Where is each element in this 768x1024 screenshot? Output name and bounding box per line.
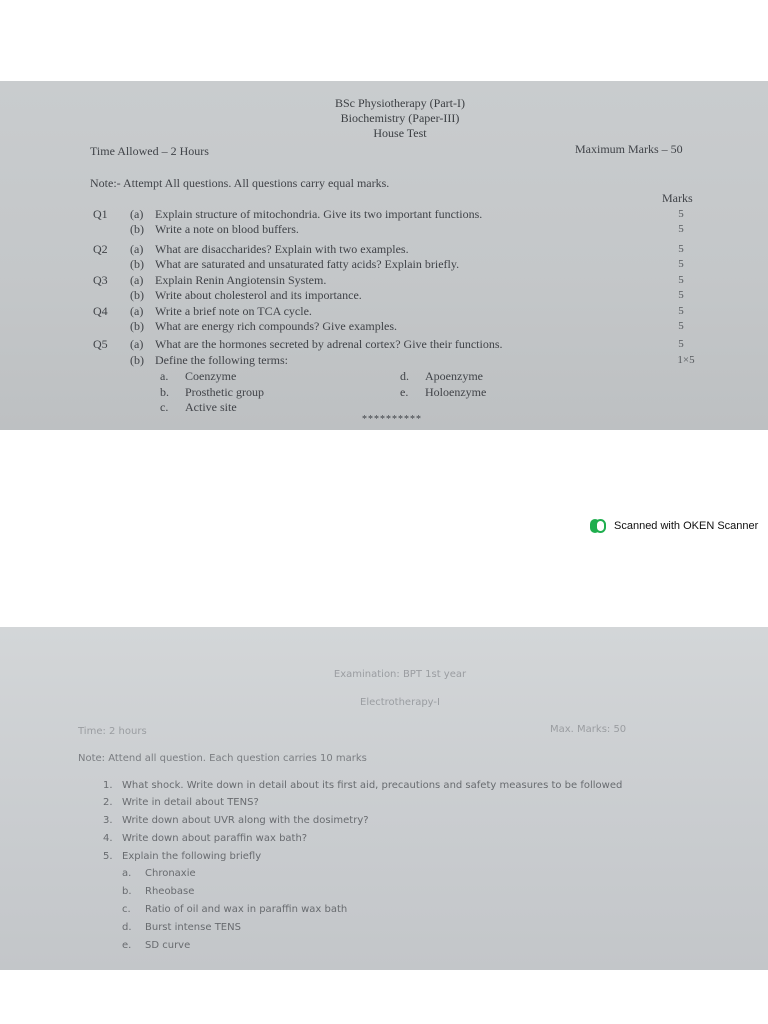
question-number: Q3: [93, 273, 108, 287]
question-marks: 5: [678, 243, 684, 255]
question-part: (b): [130, 288, 144, 302]
question-text: Write down about UVR along with the dosimetry?: [122, 815, 369, 826]
question-text: Define the following terms:: [155, 353, 288, 367]
question-text: Write a note on blood buffers.: [155, 222, 299, 236]
subitem-letter: e.: [122, 940, 132, 951]
question-part: (a): [130, 207, 144, 221]
header-line-3: House Test: [373, 126, 427, 140]
term-letter: e.: [400, 385, 409, 399]
header-line-1: BSc Physiotherapy (Part-I): [335, 96, 465, 110]
question-marks: 5: [678, 320, 684, 332]
question-part: (b): [130, 319, 144, 333]
scanned-page-biochemistry: [0, 81, 768, 430]
subitem-text: Chronaxie: [145, 868, 196, 879]
note: Note:- Attempt All questions. All questions carry equal marks.: [90, 176, 390, 190]
end-of-paper-mark: **********: [362, 414, 422, 425]
subitem-letter: d.: [122, 922, 132, 933]
question-number: 2.: [103, 797, 113, 808]
question-number: 3.: [103, 815, 113, 826]
question-marks: 5: [678, 289, 684, 301]
subitem-letter: a.: [122, 868, 132, 879]
question-number: 5.: [103, 851, 113, 862]
term-letter: a.: [160, 369, 169, 383]
question-part: (a): [130, 304, 144, 318]
term-letter: d.: [400, 369, 409, 383]
question-marks: 1×5: [677, 354, 695, 366]
maximum-marks: Maximum Marks – 50: [575, 142, 683, 156]
subitem-text: Rheobase: [145, 886, 195, 897]
exam-title: Examination: BPT 1st year: [333, 669, 467, 680]
question-text: Write down about paraffin wax bath?: [122, 833, 308, 844]
question-text: What are energy rich compounds? Give examples.: [155, 319, 398, 333]
question-number: Q5: [93, 337, 108, 351]
question-text: What shock. Write down in detail about its first aid, precautions and safety measures to be followed: [122, 780, 623, 791]
term-text: Prosthetic group: [185, 385, 264, 399]
question-marks: 5: [678, 223, 684, 235]
question-text: Explain structure of mitochondria. Give its two important functions.: [155, 207, 483, 221]
question-number: Q4: [93, 304, 108, 318]
term-letter: c.: [160, 400, 169, 414]
question-marks: 5: [678, 208, 684, 220]
question-part: (a): [130, 242, 144, 256]
question-number: Q1: [93, 207, 108, 221]
note: Note: Attend all question. Each question carries 10 marks: [78, 753, 367, 764]
question-text: Write in detail about TENS?: [122, 797, 259, 808]
question-text: Write a brief note on TCA cycle.: [155, 304, 312, 318]
question-marks: 5: [678, 258, 684, 270]
question-text: What are disaccharides? Explain with two examples.: [155, 242, 409, 256]
time-allowed: Time Allowed – 2 Hours: [90, 144, 209, 158]
term-text: Holoenzyme: [425, 385, 487, 399]
header-line-2: Biochemistry (Paper-III): [340, 111, 460, 125]
question-part: (a): [130, 273, 144, 287]
term-text: Coenzyme: [185, 369, 237, 383]
question-part: (b): [130, 257, 144, 271]
time-allowed: Time: 2 hours: [78, 726, 147, 737]
marks-heading: Marks: [662, 191, 693, 205]
subitem-letter: c.: [122, 904, 131, 915]
watermark-text: Scanned with OKEN Scanner: [614, 520, 759, 532]
oken-logo-icon: [590, 518, 606, 534]
term-letter: b.: [160, 385, 169, 399]
question-text: Explain the following briefly: [122, 851, 262, 862]
term-text: Apoenzyme: [425, 369, 483, 383]
question-marks: 5: [678, 338, 684, 350]
question-text: What are the hormones secreted by adrenal cortex? Give their functions.: [155, 337, 503, 351]
question-text: What are saturated and unsaturated fatty acids? Explain briefly.: [155, 257, 460, 271]
question-number: 1.: [103, 780, 113, 791]
subject-title: Electrotherapy-I: [360, 697, 440, 708]
subitem-text: SD curve: [145, 940, 191, 951]
question-marks: 5: [678, 305, 684, 317]
subitem-text: Ratio of oil and wax in paraffin wax bath: [145, 904, 348, 915]
question-marks: 5: [678, 274, 684, 286]
maximum-marks: Max. Marks: 50: [550, 724, 627, 735]
question-text: Write about cholesterol and its importance.: [155, 288, 362, 302]
question-text: Explain Renin Angiotensin System.: [155, 273, 327, 287]
question-part: (b): [130, 353, 144, 367]
question-part: (b): [130, 222, 144, 236]
question-part: (a): [130, 337, 144, 351]
subitem-letter: b.: [122, 886, 132, 897]
question-number: Q2: [93, 242, 108, 256]
scanner-watermark: [590, 516, 758, 536]
question-number: 4.: [103, 833, 113, 844]
scanned-page-electrotherapy: [0, 627, 768, 970]
subitem-text: Burst intense TENS: [145, 922, 241, 933]
term-text: Active site: [185, 400, 237, 414]
